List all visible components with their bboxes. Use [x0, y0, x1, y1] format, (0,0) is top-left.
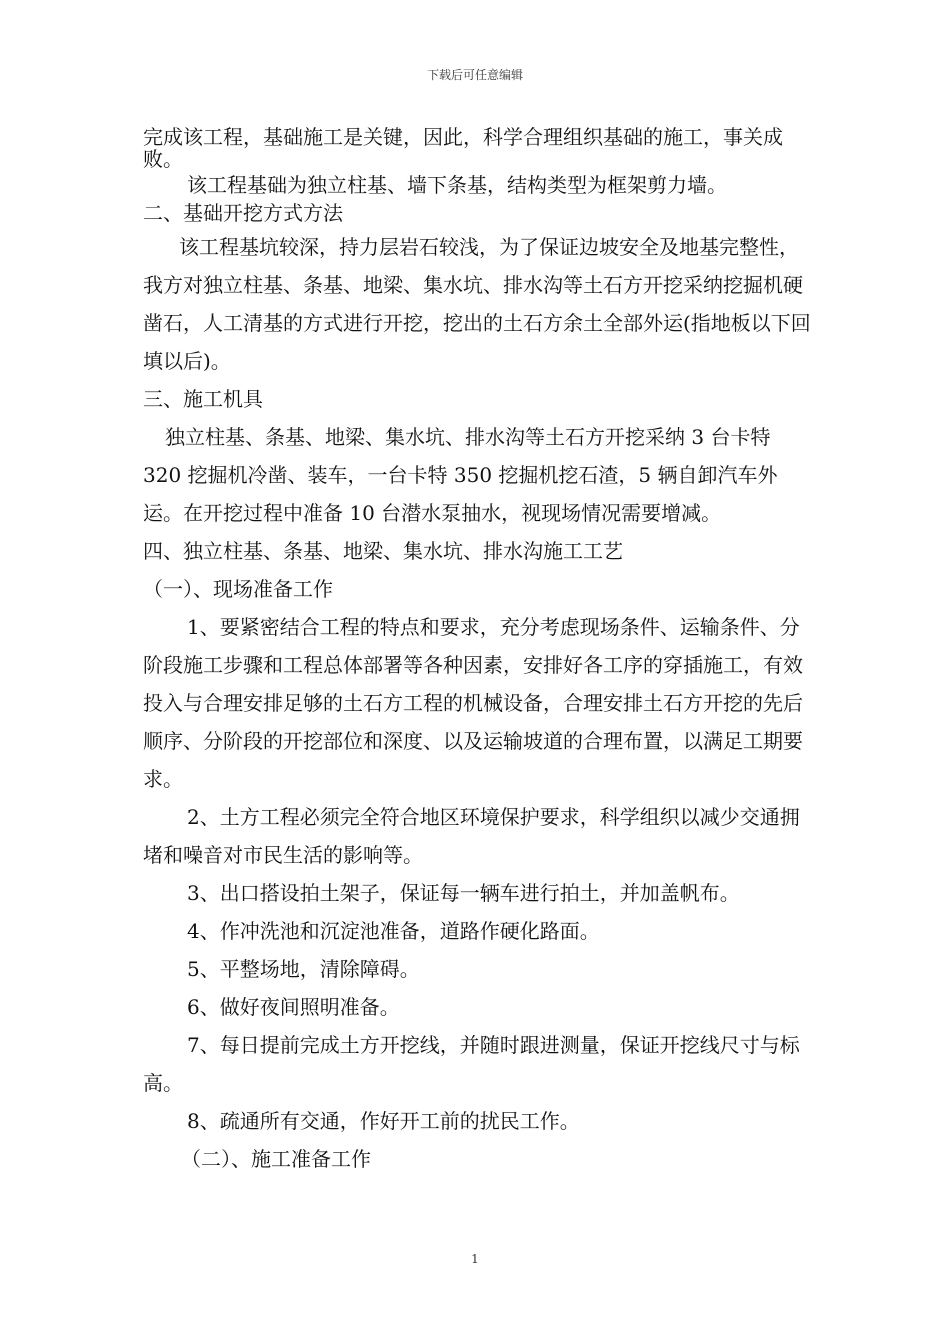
- heading-section-2: 二、基础开挖方式方法: [143, 201, 343, 225]
- list-item-8: 8、疏通所有交通，作好开工前的扰民工作。: [187, 1109, 580, 1133]
- paragraph-foundation-type: 该工程基础为独立柱基、墙下条基，结构类型为框架剪力墙。: [187, 173, 727, 197]
- list-item-1: 1、要紧密结合工程的特点和要求，充分考虑现场条件、运输条件、分阶段施工步骤和工程总体部署等各种因素，安排好各工序的穿插施工，有效投入与合理安排足够的土石方工程的机械设备，合理安排土石方开挖的先后顺序、分阶段的开挖部位和深度、以及运输坡道的合理布置，以满足工期要求。: [143, 615, 803, 791]
- paragraph-excavation-method: 该工程基坑较深，持力层岩石较浅，为了保证边坡安全及地基完整性，我方对独立柱基、条基、地梁、集水坑、排水沟等土石方开挖采纳挖掘机硬凿石，人工清基的方式进行开挖，挖出的土石方余土全部外运(指地板以下回填以后)。: [143, 235, 811, 373]
- subheading-site-preparation: （一）、现场准备工作: [143, 577, 333, 601]
- paragraph-machinery: 独立柱基、条基、地梁、集水坑、排水沟等土石方开挖采纳 3 台卡特 320 挖掘机冷凿、装车，一台卡特 350 挖掘机挖石渣，5 辆自卸汽车外运。在开挖过程中准备 10 台潜水泵抽水，视现场情况需要增减。: [143, 425, 778, 525]
- page-number: 1: [471, 1252, 479, 1266]
- list-item-6: 6、做好夜间照明准备。: [187, 995, 400, 1019]
- list-item-2: 2、土方工程必须完全符合地区环境保护要求，科学组织以减少交通拥堵和噪音对市民生活的影响等。: [143, 805, 800, 867]
- heading-section-4: 四、独立柱基、条基、地梁、集水坑、排水沟施工工艺: [143, 539, 623, 563]
- list-item-7: 7、每日提前完成土方开挖线，并随时跟进测量，保证开挖线尺寸与标高。: [143, 1033, 800, 1095]
- list-item-3: 3、出口搭设拍土架子，保证每一辆车进行拍土，并加盖帆布。: [187, 881, 740, 905]
- paragraph-intro: 完成该工程，基础施工是关键，因此，科学合理组织基础的施工，事关成败。: [143, 125, 783, 171]
- list-item-5: 5、平整场地，清除障碍。: [187, 957, 420, 981]
- document-body: [143, 126, 811, 1178]
- list-item-4: 4、作冲洗池和沉淀池准备，道路作硬化路面。: [187, 919, 600, 943]
- heading-section-3: 三、施工机具: [143, 387, 263, 411]
- subheading-construction-preparation: （二）、施工准备工作: [181, 1147, 371, 1171]
- page-header: 下载后可任意编辑: [426, 68, 523, 82]
